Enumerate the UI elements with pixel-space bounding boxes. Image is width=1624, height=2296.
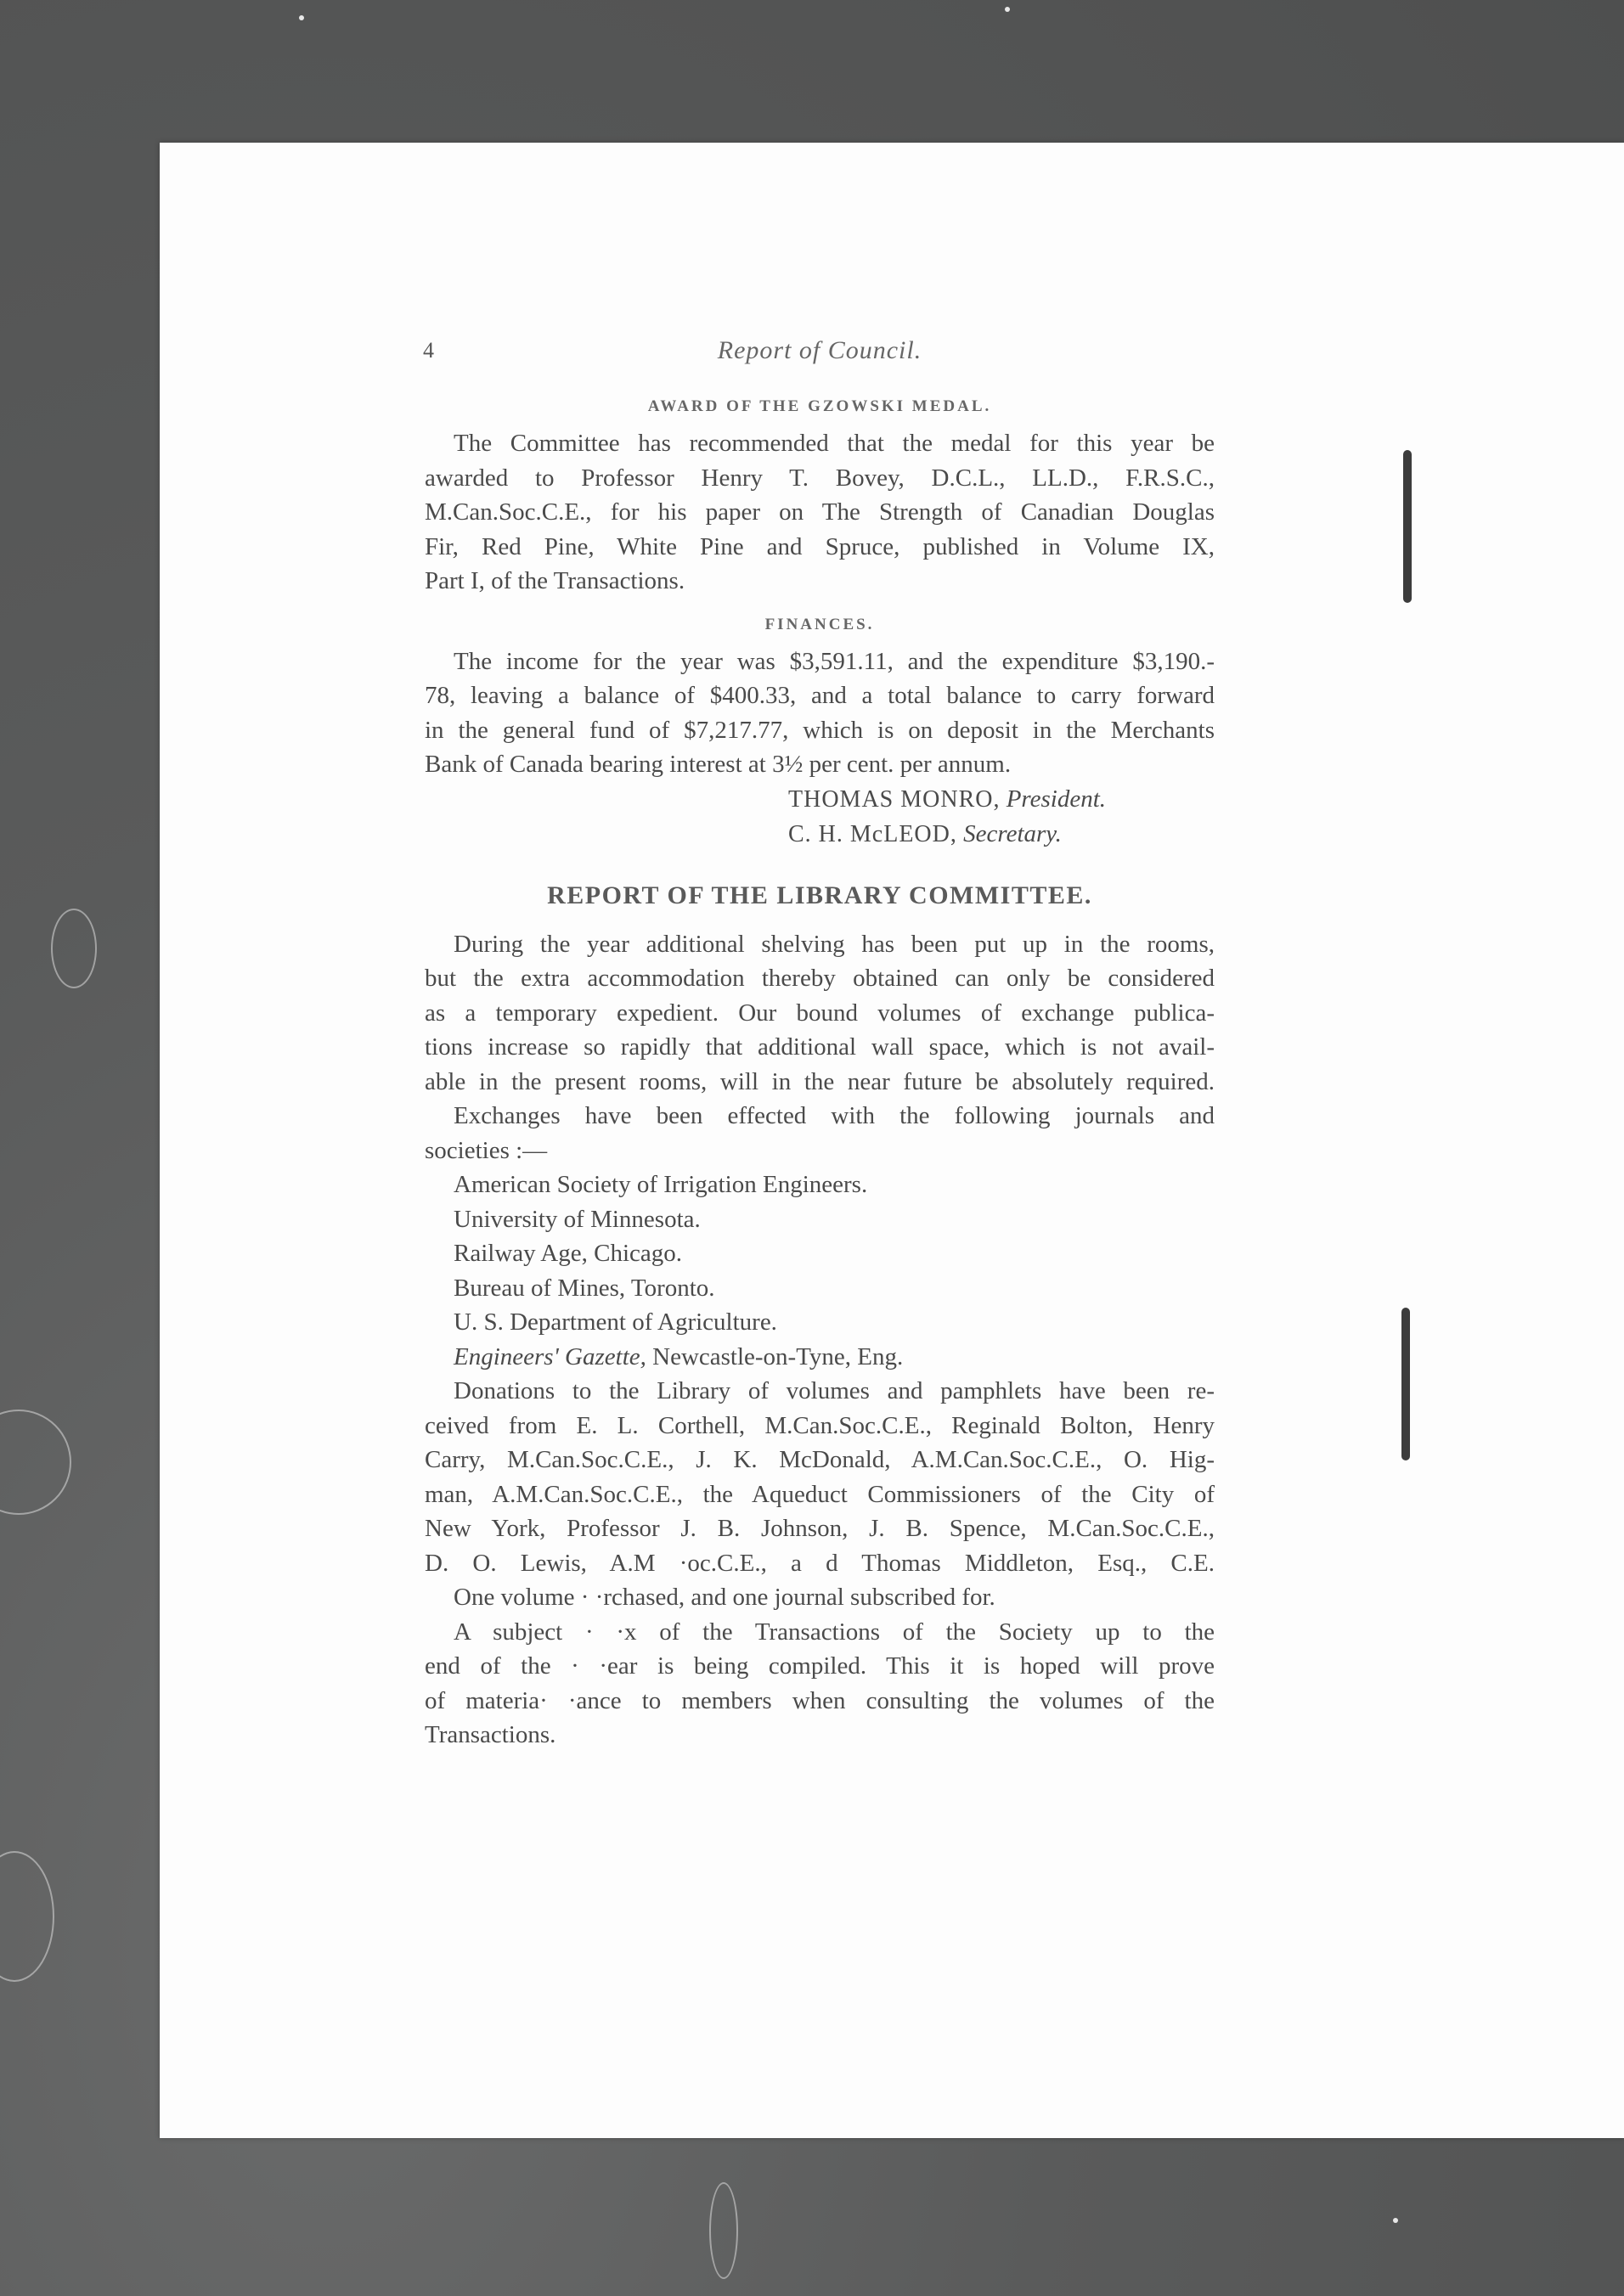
library-heading: REPORT OF THE LIBRARY COMMITTEE. bbox=[547, 881, 1092, 909]
margin-smudge bbox=[1403, 450, 1412, 603]
margin-smudge bbox=[1401, 1308, 1410, 1460]
text-line: of materia· ·ance to members when consulting the volumes of the bbox=[425, 1686, 1215, 1714]
dust-fleck bbox=[1393, 2218, 1398, 2223]
text-line: The Committee has recommended that the medal for this year be bbox=[454, 430, 1215, 457]
library-paragraph-1 bbox=[425, 927, 1215, 1100]
text-line: New York, Professor J. B. Johnson, J. B. Spence, M.Can.Soc.C.E., bbox=[425, 1515, 1215, 1542]
text-line: The income for the year was $3,591.11, and the expenditure $3,190.- bbox=[454, 647, 1215, 675]
signature-block bbox=[788, 782, 1215, 853]
dust-fleck bbox=[1005, 7, 1010, 12]
text-line: 78, leaving a balance of $400.33, and a total balance to carry forward bbox=[425, 682, 1215, 709]
library-paragraph-2 bbox=[425, 1099, 1215, 1168]
text-line: Bank of Canada bearing interest at 3½ per cent. per annum. bbox=[425, 751, 1012, 778]
text-line: awarded to Professor Henry T. Bovey, D.C.L., LL.D., F.R.S.C., bbox=[425, 464, 1215, 492]
exchange-list bbox=[425, 1168, 1215, 1374]
text-line: During the year additional shelving has been put up in the rooms, bbox=[454, 930, 1215, 958]
text-line: One volume · ·rchased, and one journal subscribed for. bbox=[454, 1584, 995, 1611]
running-head: Report of Council. bbox=[717, 336, 922, 364]
list-item bbox=[425, 1340, 1215, 1375]
text-line: end of the · ·ear is being compiled. This it is hoped will prove bbox=[425, 1652, 1215, 1680]
library-paragraph-3 bbox=[425, 1374, 1215, 1580]
dust-fleck bbox=[299, 15, 304, 20]
text-line: but the extra accommodation thereby obtained can only be considered bbox=[425, 965, 1215, 992]
list-item: Railway Age, Chicago. bbox=[454, 1240, 683, 1267]
signature-president: THOMAS MONRO, President. bbox=[788, 785, 1107, 813]
text-line: Carry, M.Can.Soc.C.E., J. K. McDonald, A.M.Can.Soc.C.E., O. Hig- bbox=[425, 1446, 1215, 1473]
text-line: ceived from E. L. Corthell, M.Can.Soc.C.E., Reginald Bolton, Henry bbox=[425, 1411, 1215, 1439]
text-line: Transactions. bbox=[425, 1721, 556, 1748]
text-line: able in the present rooms, will in the near future be absolutely required. bbox=[425, 1067, 1215, 1095]
text-line: Exchanges have been effected with the following journals and bbox=[454, 1102, 1215, 1129]
text-line: as a temporary expedient. Our bound volumes of exchange publica- bbox=[425, 999, 1215, 1027]
dust-scratch bbox=[51, 909, 97, 988]
text-line: D. O. Lewis, A.M ·oc.C.E., a d Thomas Middleton, Esq., C.E. bbox=[425, 1549, 1215, 1577]
main-text bbox=[425, 397, 1215, 1753]
list-item: University of Minnesota. bbox=[454, 1205, 701, 1233]
text-line: man, A.M.Can.Soc.C.E., the Aqueduct Commissioners of the City of bbox=[425, 1480, 1215, 1508]
library-paragraph-5 bbox=[425, 1615, 1215, 1753]
text-line: in the general fund of $7,217.77, which is on deposit in the Merchants bbox=[425, 716, 1215, 744]
award-heading: AWARD OF THE GZOWSKI MEDAL. bbox=[647, 397, 992, 415]
text-line: Fir, Red Pine, White Pine and Spruce, published in Volume IX, bbox=[425, 532, 1215, 560]
text-line: A subject · ·x of the Transactions of the Society up to the bbox=[454, 1618, 1215, 1646]
dust-scratch bbox=[709, 2182, 738, 2279]
list-item: American Society of Irrigation Engineers. bbox=[454, 1171, 868, 1198]
text-line: Part I, of the Transactions. bbox=[425, 567, 685, 594]
text-line: societies :— bbox=[425, 1136, 548, 1164]
library-paragraph-4 bbox=[425, 1580, 1215, 1615]
award-paragraph bbox=[425, 426, 1215, 599]
list-item: Bureau of Mines, Toronto. bbox=[454, 1274, 715, 1302]
list-item: U. S. Department of Agriculture. bbox=[454, 1308, 777, 1336]
text-line: tions increase so rapidly that additional wall space, which is not avail- bbox=[425, 1033, 1215, 1061]
signature-secretary: C. H. McLEOD, Secretary. bbox=[788, 820, 1062, 847]
finances-heading: FINANCES. bbox=[764, 615, 875, 633]
journal-title: Engineers' Gazette, bbox=[454, 1342, 646, 1370]
text-line: Donations to the Library of volumes and pamphlets have been re- bbox=[454, 1377, 1215, 1404]
page-number: 4 bbox=[423, 338, 434, 363]
journal-location: Newcastle-on-Tyne, Eng. bbox=[652, 1342, 904, 1370]
text-line: M.Can.Soc.C.E., for his paper on The Strength of Canadian Douglas bbox=[425, 498, 1215, 526]
finances-paragraph bbox=[425, 644, 1215, 782]
